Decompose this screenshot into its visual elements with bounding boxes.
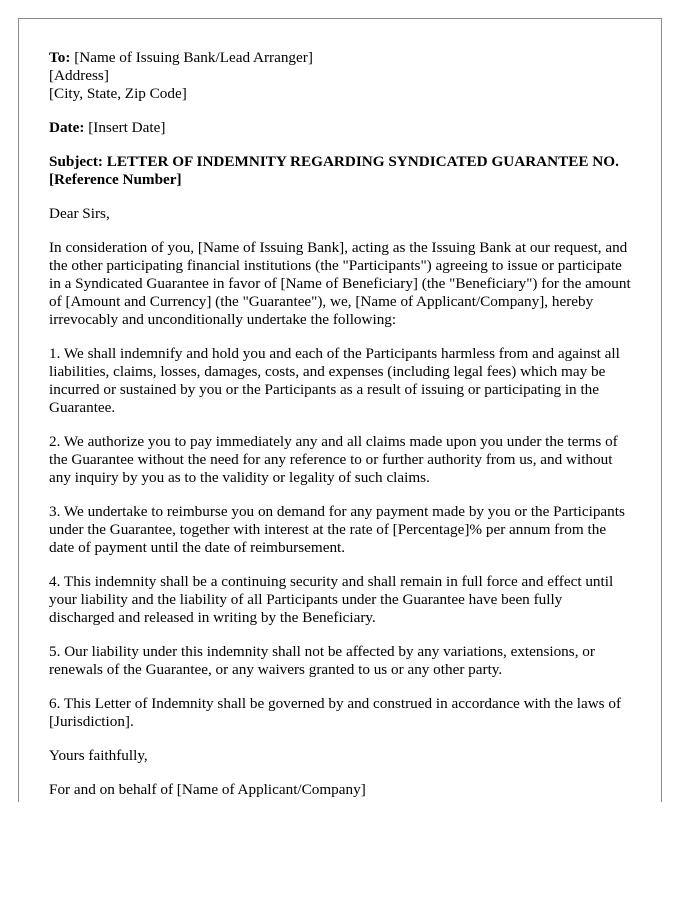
recipient-block xyxy=(49,49,631,103)
recipient-name-line xyxy=(49,49,631,67)
date-label: Date: xyxy=(49,119,85,136)
recipient-name: [Name of Issuing Bank/Lead Arranger] xyxy=(74,49,313,66)
subject-text: LETTER OF INDEMNITY REGARDING SYNDICATED GUARANTEE NO. [Reference Number] xyxy=(49,153,619,188)
to-label: To: xyxy=(49,49,71,66)
signoff: For and on behalf of [Name of Applicant/Company] xyxy=(49,781,366,798)
clause-2: 2. We authorize you to pay immediately any and all claims made upon you under the terms of the Guarantee without the need for any reference to or further authority from us, and without any inquiry by you as to the validity or legality of such claims. xyxy=(49,433,618,486)
salutation: Dear Sirs, xyxy=(49,205,110,222)
clause-6: 6. This Letter of Indemnity shall be governed by and construed in accordance with the laws of [Jurisdiction]. xyxy=(49,695,622,730)
subject-line xyxy=(49,153,631,189)
recipient-address: [Address] xyxy=(49,67,109,84)
clause-4: 4. This indemnity shall be a continuing security and shall remain in full force and effect until your liability and the liability of all Participants under the Guarantee have been fully discharged and released in writing by the Beneficiary. xyxy=(49,573,614,626)
date-value: [Insert Date] xyxy=(88,119,166,136)
letter-document xyxy=(18,18,662,802)
date-line xyxy=(49,119,631,137)
clause-3: 3. We undertake to reimburse you on demand for any payment made by you or the Participants under the Guarantee, together with interest at the rate of [Percentage]% per annum from the date of payment until the date of reimbursement. xyxy=(49,503,625,556)
subject-label: Subject: xyxy=(49,153,103,170)
intro-paragraph: In consideration of you, [Name of Issuing Bank], acting as the Issuing Bank at our request, and the other participating financial institutions (the "Participants") agreeing to issue or participate in a Syndicated Guarantee in favor of [Name of Beneficiary] (the "Beneficiary") for the amount of [Amount and Currency] (the "Guarantee"), we, [Name of Applicant/Company], hereby irrevocably and unconditionally undertake the following: xyxy=(49,239,631,328)
recipient-city: [City, State, Zip Code] xyxy=(49,85,187,102)
clause-1: 1. We shall indemnify and hold you and each of the Participants harmless from and against all liabilities, claims, losses, damages, costs, and expenses (including legal fees) which may be incurred or sustained by you or the Participants as a result of issuing or participating in the Guarantee. xyxy=(49,345,620,416)
closing: Yours faithfully, xyxy=(49,747,148,764)
clause-5: 5. Our liability under this indemnity shall not be affected by any variations, extensions, or renewals of the Guarantee, or any waivers granted to us or any other party. xyxy=(49,643,595,678)
